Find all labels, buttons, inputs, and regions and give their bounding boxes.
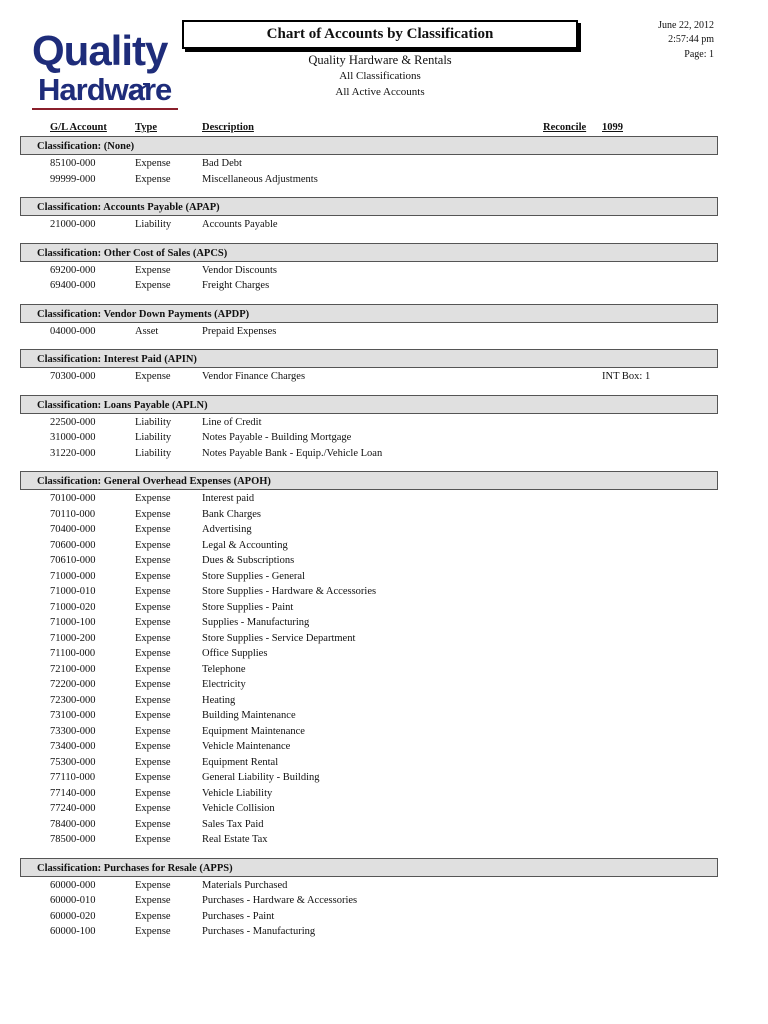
- account-row: [20, 369, 718, 385]
- account-number: 70110-000: [50, 508, 96, 520]
- account-description: Heating: [202, 694, 236, 706]
- account-row: [20, 909, 718, 925]
- classification-header: Classification: Purchases for Resale (APPS): [20, 858, 718, 877]
- account-type: Expense: [135, 173, 171, 185]
- account-row: [20, 217, 718, 233]
- account-number: 69400-000: [50, 280, 96, 291]
- account-row: [20, 924, 718, 940]
- account-type: Expense: [135, 648, 171, 659]
- account-number: 77140-000: [50, 787, 96, 799]
- report-time: 2:57:44 pm: [668, 34, 714, 45]
- account-row: [20, 739, 718, 755]
- account-row: [20, 631, 718, 647]
- account-type: Expense: [135, 926, 171, 937]
- account-number: 78500-000: [50, 834, 96, 845]
- account-description: Supplies - Manufacturing: [202, 617, 310, 628]
- classification-section: [20, 304, 718, 340]
- account-row: [20, 708, 718, 724]
- account-number: 60000-100: [50, 926, 96, 937]
- account-number: 60000-020: [50, 910, 96, 922]
- account-type: Expense: [135, 895, 171, 906]
- classification-header: Classification: Interest Paid (APIN): [20, 349, 718, 368]
- account-row: [20, 172, 718, 188]
- account-type: Expense: [135, 570, 171, 582]
- account-row: [20, 646, 718, 662]
- account-description: General Liability - Building: [202, 772, 320, 783]
- account-number: 70610-000: [50, 555, 96, 566]
- account-row: [20, 615, 718, 631]
- report-date: June 22, 2012: [658, 20, 714, 31]
- account-description: Equipment Maintenance: [202, 725, 305, 737]
- classification-header: Classification: Accounts Payable (APAP): [20, 197, 718, 216]
- form-1099-box: INT Box: 1: [602, 371, 651, 382]
- account-row: [20, 491, 718, 507]
- account-number: 70300-000: [50, 371, 96, 382]
- account-type: Expense: [135, 803, 171, 814]
- account-type: Expense: [135, 586, 171, 597]
- account-description: Bank Charges: [202, 508, 262, 520]
- account-number: 31000-000: [50, 432, 96, 443]
- account-description: Store Supplies - General: [202, 570, 305, 582]
- account-type: Liability: [135, 219, 172, 230]
- account-description: Vendor Finance Charges: [202, 371, 306, 382]
- account-number: 72200-000: [50, 679, 96, 690]
- account-type: Expense: [135, 601, 171, 613]
- account-type: Expense: [135, 493, 171, 504]
- account-description: Store Supplies - Service Department: [202, 632, 356, 644]
- account-type: Expense: [135, 834, 171, 845]
- account-type: Expense: [135, 756, 171, 768]
- column-header-reconcile: Reconcile: [543, 122, 587, 133]
- account-row: [20, 693, 718, 709]
- account-type: Liability: [135, 416, 172, 428]
- account-type: Expense: [135, 280, 171, 291]
- account-number: 77240-000: [50, 803, 96, 814]
- account-listing: [20, 136, 718, 950]
- account-row: [20, 801, 718, 817]
- account-number: 99999-000: [50, 173, 96, 185]
- account-row: [20, 893, 718, 909]
- account-row: [20, 584, 718, 600]
- account-number: 77110-000: [50, 772, 96, 783]
- classification-section: [20, 349, 718, 385]
- classification-section: [20, 395, 718, 462]
- account-row: [20, 538, 718, 554]
- account-description: Notes Payable - Building Mortgage: [202, 432, 352, 443]
- account-row: [20, 522, 718, 538]
- account-type: Expense: [135, 772, 171, 783]
- page-number: Page: 1: [684, 49, 714, 60]
- account-description: Store Supplies - Hardware & Accessories: [202, 586, 377, 597]
- logo-text-hardware: Hardware: [38, 72, 172, 107]
- account-type: Expense: [135, 264, 171, 276]
- company-name: Quality Hardware & Rentals: [308, 53, 452, 67]
- account-number: 73300-000: [50, 725, 96, 737]
- account-number: 31220-000: [50, 447, 96, 459]
- account-number: 70400-000: [50, 524, 96, 535]
- account-row: [20, 724, 718, 740]
- account-type: Expense: [135, 787, 171, 799]
- account-type: Expense: [135, 632, 171, 644]
- account-description: Vendor Discounts: [202, 264, 277, 276]
- account-type: Expense: [135, 910, 171, 922]
- account-row: [20, 662, 718, 678]
- account-row: [20, 817, 718, 833]
- account-number: 78400-000: [50, 818, 96, 830]
- account-type: Expense: [135, 617, 171, 628]
- account-description: Vehicle Collision: [202, 803, 275, 814]
- account-type: Asset: [135, 325, 159, 337]
- account-description: Prepaid Expenses: [202, 325, 277, 337]
- account-type: Expense: [135, 710, 171, 721]
- account-number: 60000-010: [50, 895, 96, 906]
- classification-section: [20, 471, 718, 848]
- account-description: Accounts Payable: [202, 219, 278, 230]
- account-type: Expense: [135, 679, 171, 690]
- account-type: Expense: [135, 879, 171, 891]
- classification-header: Classification: (None): [20, 136, 718, 155]
- account-row: [20, 156, 718, 172]
- account-number: 72300-000: [50, 694, 96, 706]
- account-row: [20, 553, 718, 569]
- account-number: 71000-100: [50, 617, 96, 628]
- account-number: 71000-020: [50, 601, 96, 613]
- column-header-account: G/L Account: [50, 122, 107, 133]
- account-number: 71000-010: [50, 586, 96, 597]
- classification-header: Classification: General Overhead Expenses (APOH): [20, 471, 718, 490]
- column-header-description: Description: [202, 122, 254, 133]
- account-number: 73400-000: [50, 741, 96, 752]
- account-type: Expense: [135, 371, 171, 382]
- company-logo: [22, 20, 182, 112]
- account-description: Miscellaneous Adjustments: [202, 173, 318, 185]
- account-type: Expense: [135, 555, 171, 566]
- account-number: 73100-000: [50, 710, 96, 721]
- account-number: 72100-000: [50, 663, 96, 675]
- report-filter-classifications: All Classifications: [339, 70, 421, 82]
- logo-text-quality: Quality: [32, 27, 168, 74]
- account-number: 71000-200: [50, 632, 96, 644]
- account-number: 71100-000: [50, 648, 96, 659]
- classification-section: [20, 136, 718, 187]
- account-row: [20, 677, 718, 693]
- account-number: 60000-000: [50, 879, 96, 891]
- account-type: Expense: [135, 694, 171, 706]
- account-description: Line of Credit: [202, 416, 262, 428]
- account-type: Expense: [135, 818, 171, 830]
- account-description: Legal & Accounting: [202, 539, 288, 551]
- account-type: Expense: [135, 741, 171, 752]
- account-description: Real Estate Tax: [202, 834, 268, 845]
- classification-header: Classification: Other Cost of Sales (APCS): [20, 243, 718, 262]
- account-row: [20, 600, 718, 616]
- account-description: Telephone: [202, 663, 246, 675]
- account-row: [20, 832, 718, 848]
- account-number: 21000-000: [50, 219, 96, 230]
- account-number: 22500-000: [50, 416, 96, 428]
- account-row: [20, 786, 718, 802]
- account-description: Office Supplies: [202, 648, 268, 659]
- account-row: [20, 415, 718, 431]
- report-filter-accounts: All Active Accounts: [335, 86, 425, 98]
- classification-section: [20, 858, 718, 940]
- account-description: Dues & Subscriptions: [202, 555, 295, 566]
- account-type: Expense: [135, 158, 171, 169]
- account-row: [20, 755, 718, 771]
- account-description: Materials Purchased: [202, 879, 288, 891]
- account-row: [20, 324, 718, 340]
- account-type: Liability: [135, 447, 172, 459]
- account-row: [20, 507, 718, 523]
- account-number: 85100-000: [50, 158, 96, 169]
- account-row: [20, 878, 718, 894]
- account-description: Freight Charges: [202, 280, 270, 291]
- account-description: Interest paid: [202, 493, 255, 504]
- account-type: Expense: [135, 725, 171, 737]
- account-row: [20, 263, 718, 279]
- account-number: 70100-000: [50, 493, 96, 504]
- classification-header: Classification: Loans Payable (APLN): [20, 395, 718, 414]
- logo-underline: [32, 108, 178, 110]
- account-row: [20, 770, 718, 786]
- classification-section: [20, 243, 718, 294]
- account-number: 04000-000: [50, 325, 96, 337]
- account-description: Equipment Rental: [202, 756, 279, 768]
- account-type: Liability: [135, 432, 172, 443]
- account-description: Purchases - Hardware & Accessories: [202, 895, 358, 906]
- account-type: Expense: [135, 663, 171, 675]
- account-number: 69200-000: [50, 264, 96, 276]
- account-description: Store Supplies - Paint: [202, 601, 294, 613]
- account-description: Bad Debt: [202, 158, 242, 169]
- account-row: [20, 430, 718, 446]
- account-description: Purchases - Manufacturing: [202, 926, 316, 937]
- account-description: Sales Tax Paid: [202, 818, 264, 830]
- account-type: Expense: [135, 524, 171, 535]
- column-header-type: Type: [135, 122, 157, 133]
- account-description: Purchases - Paint: [202, 910, 275, 922]
- account-description: Notes Payable Bank - Equip./Vehicle Loan: [202, 447, 383, 459]
- report-title: Chart of Accounts by Classification: [182, 20, 578, 49]
- account-type: Expense: [135, 539, 171, 551]
- account-number: 71000-000: [50, 570, 96, 582]
- classification-header: Classification: Vendor Down Payments (APDP): [20, 304, 718, 323]
- account-row: [20, 446, 718, 462]
- account-description: Vehicle Liability: [202, 787, 273, 799]
- account-description: Electricity: [202, 679, 246, 690]
- account-description: Vehicle Maintenance: [202, 741, 291, 752]
- classification-section: [20, 197, 718, 233]
- account-type: Expense: [135, 508, 171, 520]
- account-number: 70600-000: [50, 539, 96, 551]
- column-header-1099: 1099: [602, 122, 623, 133]
- account-description: Advertising: [202, 524, 252, 535]
- account-description: Building Maintenance: [202, 710, 296, 721]
- account-row: [20, 278, 718, 294]
- account-row: [20, 569, 718, 585]
- account-number: 75300-000: [50, 756, 96, 768]
